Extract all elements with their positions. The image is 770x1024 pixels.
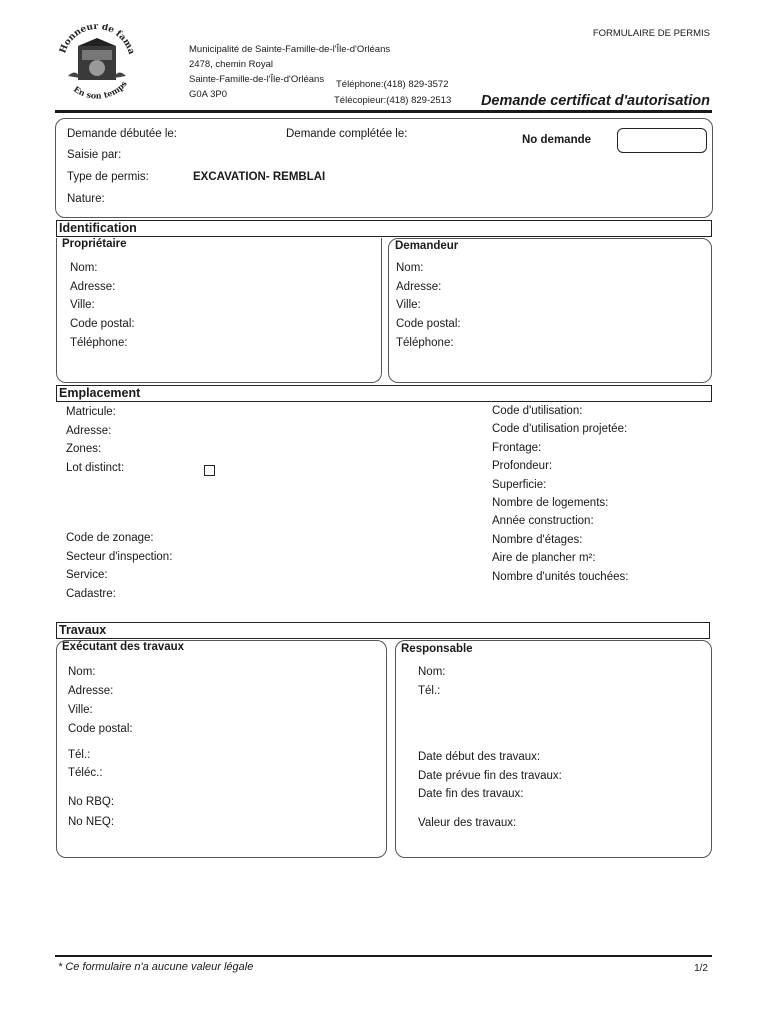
emp-right-field-4: Superficie:	[492, 478, 547, 491]
applicant-fields-field-0: Nom:	[396, 262, 424, 274]
footer-note: * Ce formulaire n'a aucune valeur légale	[58, 961, 254, 973]
request-number-label: No demande	[522, 134, 592, 146]
emp-right-field-1: Code d'utilisation projetée:	[492, 423, 628, 436]
owner-fields-field-0: Nom:	[70, 262, 98, 274]
emp-right-field-7: Nombre d'étages:	[492, 533, 583, 546]
identification-title: Identification	[59, 221, 137, 235]
emp-left-top-field-1: Adresse:	[66, 424, 112, 437]
footer-divider	[55, 955, 712, 957]
emp-left-bottom-field-3: Cadastre:	[66, 587, 116, 600]
request-complete-label: Demande complétée le:	[286, 128, 408, 140]
emp-right-field-6: Année construction:	[492, 515, 594, 528]
applicant-fields-field-4: Téléphone:	[396, 336, 454, 349]
emp-left-bottom-field-2: Service:	[66, 569, 108, 581]
applicant-fields-field-3: Code postal:	[396, 318, 461, 331]
emplacement-title: Emplacement	[59, 386, 141, 400]
exec-c-field-0: No RBQ:	[68, 796, 115, 808]
resp-a-field-1: Tél.:	[418, 685, 441, 697]
owner-fields-field-1: Adresse:	[70, 280, 116, 293]
owner-title: Propriétaire	[62, 238, 127, 250]
emp-left-bottom-field-1: Secteur d'inspection:	[66, 550, 173, 563]
emp-right-field-9: Nombre d'unités touchées:	[492, 570, 629, 583]
municipality-telecopieur: Télécopieur:(418) 829-2513	[334, 95, 452, 106]
responsable-title: Responsable	[401, 643, 473, 655]
exec-a-field-2: Ville:	[68, 704, 93, 716]
emp-left-top-field-3: Lot distinct:	[66, 461, 125, 474]
emplacement-section-header	[56, 385, 712, 402]
page-number: 1/2	[694, 963, 708, 974]
owner-box	[56, 238, 382, 383]
applicant-title: Demandeur	[395, 240, 459, 252]
nature-label: Nature:	[67, 193, 105, 205]
form-type-label: FORMULAIRE DE PERMIS	[592, 28, 710, 39]
applicant-fields-field-1: Adresse:	[396, 280, 442, 293]
logo-motto-top: Honneur de fama	[58, 24, 137, 56]
municipality-logo	[56, 24, 138, 100]
emp-right-field-3: Profondeur:	[492, 460, 553, 473]
emp-left-top-field-0: Matricule:	[66, 406, 116, 418]
travaux-section-header	[56, 622, 710, 639]
entered-by-label: Saisie par:	[67, 149, 122, 161]
municipality-postal-code: G0A 3P0	[189, 89, 228, 100]
owner-fields-field-2: Ville:	[70, 299, 95, 312]
identification-section-header	[56, 220, 712, 237]
emp-right-field-2: Frontage:	[492, 441, 542, 454]
municipality-address: 2478, chemin Royal	[189, 59, 273, 70]
municipality-city: Sainte-Famille-de-l'Île-d'Orléans	[189, 74, 325, 85]
request-number-field[interactable]	[617, 128, 707, 153]
permit-type-label: Type de permis:	[67, 171, 149, 183]
exec-a-field-1: Adresse:	[68, 685, 114, 697]
resp-a-field-0: Nom:	[418, 666, 446, 678]
travaux-title: Travaux	[59, 623, 107, 637]
owner-fields-field-4: Téléphone:	[70, 336, 128, 349]
applicant-box	[388, 238, 712, 383]
work-value-label: Valeur des travaux:	[418, 817, 517, 829]
permit-type-value: EXCAVATION- REMBLAI	[193, 171, 326, 183]
emp-right-field-5: Nombre de logements:	[492, 497, 609, 509]
emp-right-field-0: Code d'utilisation:	[492, 405, 583, 417]
document-title: Demande certificat d'autorisation	[480, 93, 710, 109]
municipality-name: Municipalité de Sainte-Famille-de-l'Île-d'Orléans	[189, 44, 391, 55]
resp-b-field-1: Date prévue fin des travaux:	[418, 769, 562, 782]
owner-fields-field-3: Code postal:	[70, 318, 135, 331]
exec-b-field-0: Tél.:	[68, 749, 91, 761]
resp-b-field-2: Date fin des travaux:	[418, 788, 524, 800]
emp-left-bottom-field-0: Code de zonage:	[66, 532, 154, 544]
resp-b-field-0: Date début des travaux:	[418, 751, 541, 763]
exec-a-field-3: Code postal:	[68, 723, 133, 735]
exec-b-field-1: Téléc.:	[68, 767, 103, 779]
request-start-label: Demande débutée le:	[67, 128, 177, 140]
exec-a-field-0: Nom:	[68, 666, 96, 678]
emp-left-top-field-2: Zones:	[66, 443, 102, 455]
emp-right-field-8: Aire de plancher m²:	[492, 552, 596, 565]
executant-title: Exécutant des travaux	[62, 641, 185, 653]
exec-c-field-1: No NEQ:	[68, 816, 115, 828]
header-divider	[55, 110, 712, 113]
lot-distinct-checkbox[interactable]	[204, 465, 215, 476]
svg-text:En son temps	[72, 78, 129, 100]
logo-motto-bottom: En son temps	[71, 78, 129, 100]
applicant-fields-field-2: Ville:	[396, 299, 421, 312]
municipality-telephone: Téléphone:(418) 829-3572	[336, 79, 449, 90]
